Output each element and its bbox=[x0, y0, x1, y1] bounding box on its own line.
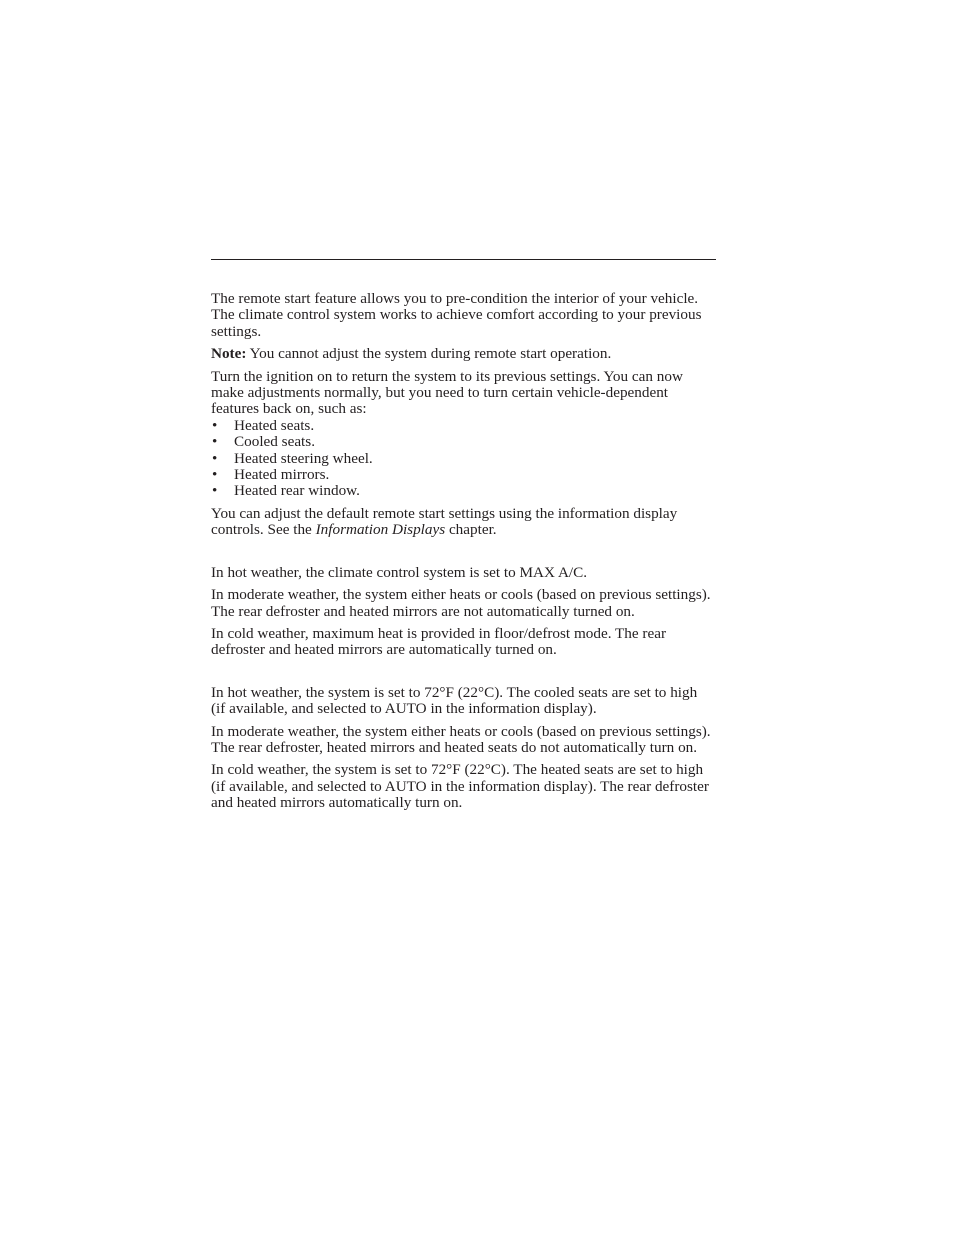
chapter-reference: Information Displays bbox=[315, 521, 446, 539]
section-gap bbox=[211, 545, 711, 565]
bullet-icon: • bbox=[212, 466, 218, 484]
climate-cold-paragraph: In cold weather, maximum heat is provided in floor/defrost mode. The rear defroster and heated mirrors are automatically turned on. bbox=[211, 624, 667, 659]
bullet-icon: • bbox=[212, 449, 218, 467]
auto-hot-paragraph: In hot weather, the system is set to 72°F (22°C). The cooled seats are set to high (if available, and selected to AUTO in the information display). bbox=[211, 683, 698, 718]
list-item-text: Heated seats. bbox=[234, 416, 315, 434]
climate-hot-paragraph: In hot weather, the climate control system is set to MAX A/C. bbox=[211, 563, 588, 581]
list-item-text: Heated rear window. bbox=[234, 482, 360, 500]
feature-list bbox=[211, 418, 711, 500]
page-content bbox=[211, 291, 711, 818]
list-item-text: Cooled seats. bbox=[234, 433, 315, 451]
note-paragraph bbox=[211, 346, 711, 362]
note-text: You cannot adjust the system during remote start operation. bbox=[246, 345, 612, 363]
bullet-icon: • bbox=[212, 416, 218, 434]
bullet-icon: • bbox=[212, 482, 218, 500]
bullet-icon: • bbox=[212, 433, 218, 451]
ignition-paragraph: Turn the ignition on to return the system to its previous settings. You can now make adjustments normally, but you need to turn certain vehicle-dependent features back on, such as: bbox=[211, 367, 683, 418]
header-rule bbox=[211, 259, 716, 260]
list-item-text: Heated mirrors. bbox=[234, 466, 330, 484]
settings-text-end: chapter. bbox=[445, 521, 497, 539]
climate-moderate-paragraph: In moderate weather, the system either heats or cools (based on previous settings). The rear defroster and heated mirrors are not automatically turned on. bbox=[211, 586, 711, 620]
list-item bbox=[211, 418, 711, 434]
auto-moderate-paragraph: In moderate weather, the system either heats or cools (based on previous settings). The rear defroster, heated mirrors and heated seats do not automatically turn on. bbox=[211, 722, 711, 756]
settings-paragraph bbox=[211, 506, 711, 539]
list-item bbox=[211, 467, 711, 483]
list-item bbox=[211, 451, 711, 467]
list-item bbox=[211, 483, 711, 499]
note-label: Note: bbox=[211, 345, 247, 363]
list-item bbox=[211, 434, 711, 450]
auto-cold-paragraph: In cold weather, the system is set to 72°F (22°C). The heated seats are set to high (if available, and selected to AUTO in the information display). The rear defroster and heated mirrors automatically turn on. bbox=[211, 761, 709, 812]
section-gap bbox=[211, 665, 711, 685]
list-item-text: Heated steering wheel. bbox=[234, 449, 373, 467]
intro-paragraph: The remote start feature allows you to pre-condition the interior of your vehicle. The climate control system works to achieve comfort according to your previous settings. bbox=[211, 290, 702, 340]
settings-text-start: You can adjust the default remote start settings using the information display controls. See the bbox=[211, 504, 678, 539]
